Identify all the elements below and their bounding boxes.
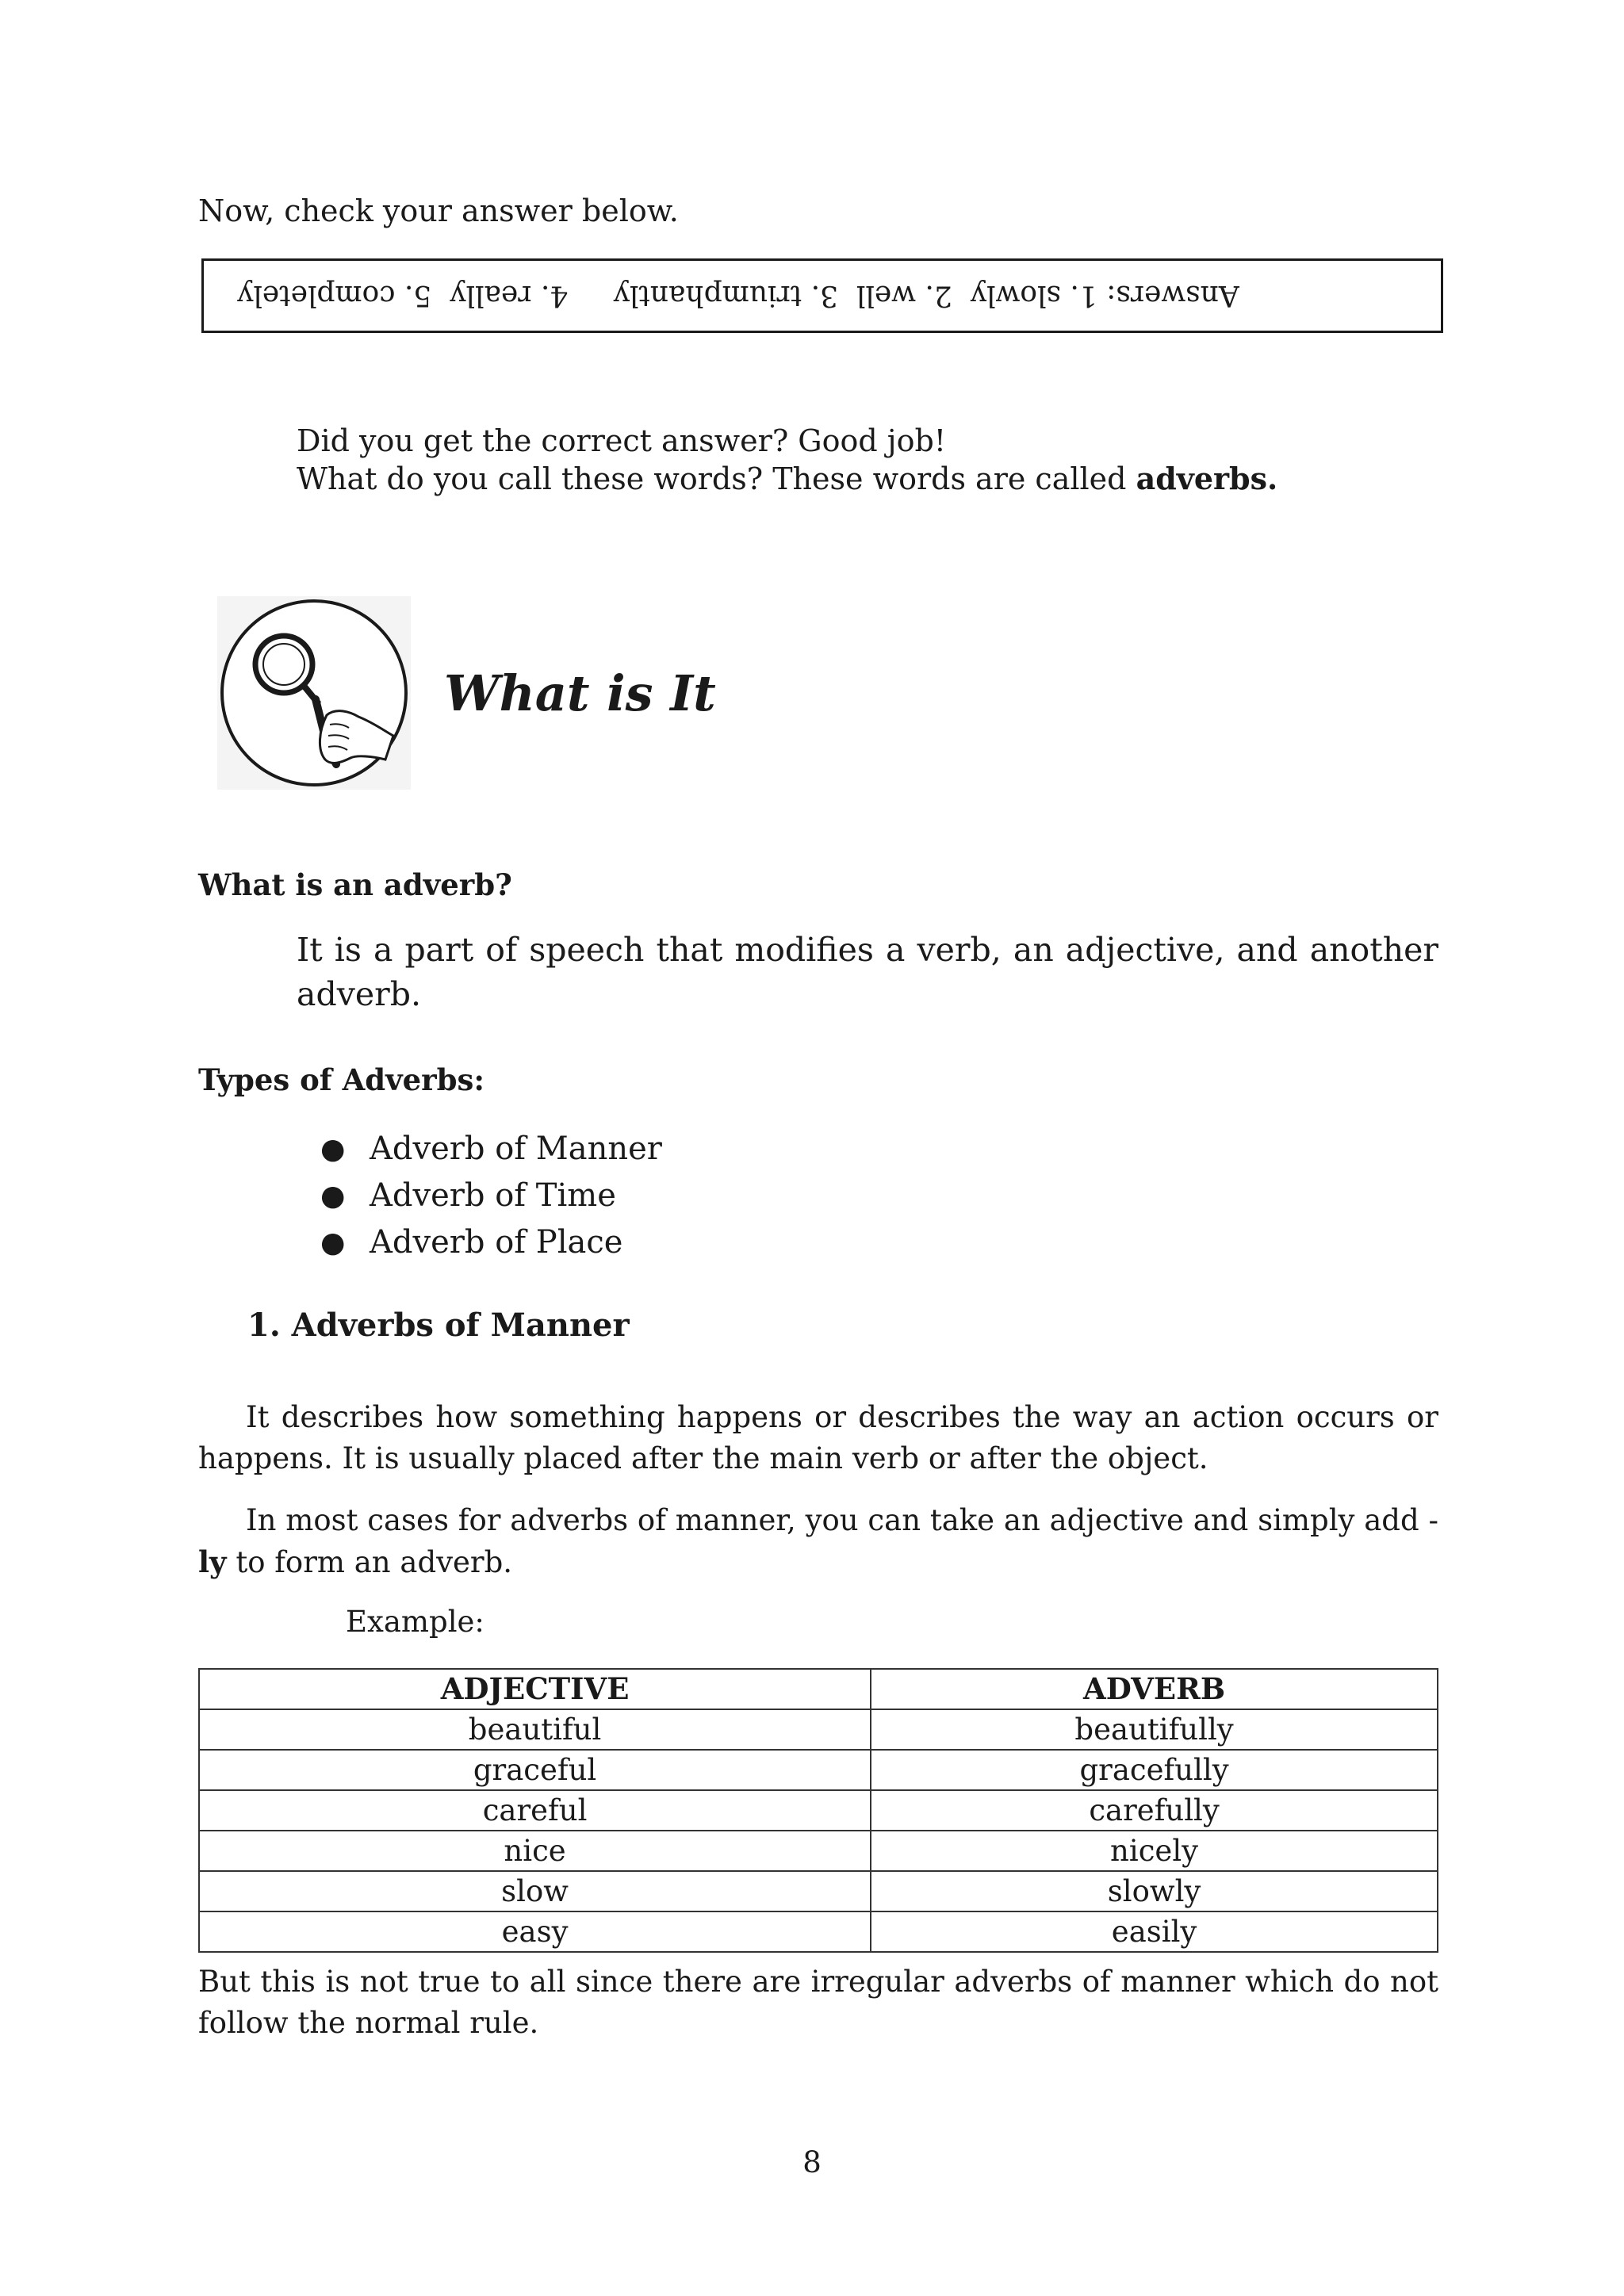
bullet-icon: ● <box>320 1180 346 1212</box>
bullet-icon: ● <box>320 1226 346 1259</box>
table-cell: beautiful <box>199 1709 871 1750</box>
column-header-adjective: ADJECTIVE <box>199 1669 871 1709</box>
adverbs-term: adverbs. <box>1136 461 1278 496</box>
feedback-line-1: Did you get the correct answer? Good job! <box>297 423 947 458</box>
types-list <box>320 1126 662 1266</box>
table-cell: beautifully <box>871 1709 1438 1750</box>
manner-paragraph-2-text: In most cases for adverbs of manner, you can take an adjective and simply add - <box>246 1503 1438 1537</box>
page-number: 8 <box>802 2145 822 2179</box>
table-row <box>199 1831 1438 1871</box>
definition-text: It is a part of speech that modifies a verb, an adjective, and another adverb. <box>297 931 1438 1013</box>
example-label: Example: <box>346 1605 485 1639</box>
section-title: What is It <box>444 664 716 722</box>
table-cell: carefully <box>871 1790 1438 1831</box>
manner-paragraph-2-end: to form an adverb. <box>226 1545 513 1579</box>
answer-key-text: Answers: 1. slowly 2. well 3. triumphantly 4. really 5. completely <box>237 279 1239 312</box>
manner-paragraph-3: But this is not true to all since there are irregular adverbs of manner which do not follow the normal rule. <box>198 1965 1438 2040</box>
table-cell: slow <box>199 1871 871 1911</box>
column-header-adverb: ADVERB <box>871 1669 1438 1709</box>
list-item <box>320 1126 662 1173</box>
list-item <box>320 1219 662 1266</box>
table-cell: slowly <box>871 1871 1438 1911</box>
manner-paragraph-1: It describes how something happens or describes the way an action occurs or happens. It is usually placed after the main verb or after the object. <box>198 1400 1438 1475</box>
table-row <box>199 1911 1438 1952</box>
table-cell: nice <box>199 1831 871 1871</box>
table-row <box>199 1790 1438 1831</box>
feedback-text <box>297 422 1277 498</box>
table-row <box>199 1871 1438 1911</box>
table-cell: graceful <box>199 1750 871 1790</box>
table-cell: easily <box>871 1911 1438 1952</box>
table-cell: careful <box>199 1790 871 1831</box>
table-cell: gracefully <box>871 1750 1438 1790</box>
types-heading: Types of Adverbs: <box>198 1062 485 1097</box>
table-row <box>199 1750 1438 1790</box>
bullet-icon: ● <box>320 1133 346 1165</box>
list-item-label: Adverb of Time <box>370 1177 616 1214</box>
list-item <box>320 1173 662 1219</box>
manner-paragraph-2 <box>198 1500 1438 1583</box>
manner-heading: 1. Adverbs of Manner <box>247 1307 630 1344</box>
table-cell: nicely <box>871 1831 1438 1871</box>
check-intro-text: Now, check your answer below. <box>198 193 679 228</box>
feedback-line-2 <box>297 460 1277 498</box>
definition-heading: What is an adverb? <box>198 867 512 902</box>
table-row <box>199 1709 1438 1750</box>
list-item-label: Adverb of Manner <box>370 1131 662 1167</box>
table-cell: easy <box>199 1911 871 1952</box>
ly-suffix: ly <box>198 1544 227 1579</box>
answer-key-box <box>201 258 1443 333</box>
table-header-row <box>199 1669 1438 1709</box>
list-item-label: Adverb of Place <box>370 1224 623 1261</box>
feedback-line-2-text: What do you call these words? These words are called <box>297 461 1136 496</box>
adjective-adverb-table <box>198 1668 1438 1953</box>
magnifying-glass-in-hand-icon <box>217 596 411 790</box>
